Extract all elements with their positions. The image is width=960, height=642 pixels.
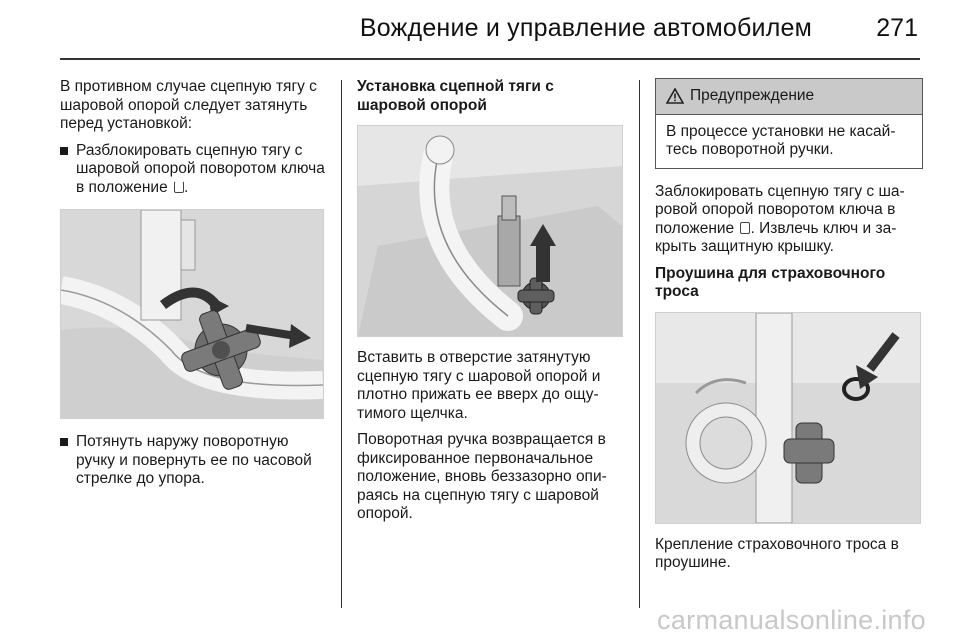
bullet-text: Разблокировать сцепную тягу с шаровой опорой поворотом ключа в положение — [76, 141, 325, 196]
warning-title: Предупреждение — [690, 87, 815, 104]
page-header-title: Вождение и управление автомобилем — [359, 14, 812, 42]
bullet-text: Потянуть наружу поворотную ручку и повернуть ее по часовой стрелке до упора. — [76, 433, 312, 487]
warning-header — [656, 79, 922, 115]
column-1 — [60, 78, 328, 497]
warning-text: В процессе установки не касай-тесь поворотной ручки. — [666, 122, 896, 158]
unlock-icon — [174, 181, 184, 193]
watermark: carmanualsonline.info — [657, 605, 926, 635]
bullet-item: Разблокировать сцепную тягу с шаровой опорой поворотом ключа в положение . — [60, 142, 328, 198]
column-2 — [357, 78, 625, 532]
warning-box — [655, 78, 923, 169]
paragraph: Поворотная ручка возвращается в фиксированное первоначальное положение, вновь беззазорно опи-раясь на сцепную тягу с шаровой опорой. — [357, 431, 607, 522]
illustration-safety-cable-eyelet — [655, 312, 921, 524]
illustration-knob-turn — [60, 209, 324, 419]
bullet-square-icon — [60, 438, 68, 446]
lock-icon — [740, 222, 750, 234]
section-heading: Установка сцепной тяги с шаровой опорой — [357, 78, 554, 114]
paragraph — [655, 183, 923, 257]
column-divider — [639, 80, 640, 608]
intro-paragraph: В противном случае сцепную тягу с шаровой опорой следует затянуть перед установкой: — [60, 78, 317, 132]
figure-caption: Крепление страховочного троса в проушине. — [655, 535, 899, 571]
illustration-tow-bar-insert — [357, 125, 623, 337]
paragraph-text: . Извлечь ключ и за-крыть защитную крышку. — [655, 219, 897, 255]
header-divider — [60, 58, 920, 60]
bullet-item — [60, 433, 328, 489]
column-3 — [655, 78, 923, 581]
page-number: 271 — [876, 14, 918, 42]
column-divider — [341, 80, 342, 608]
warning-triangle-icon — [666, 88, 684, 104]
section-heading: Проушина для страховочного троса — [655, 264, 886, 300]
paragraph-text: Заблокировать сцепную тягу с ша-ровой опорой поворотом ключа в положение — [655, 182, 905, 237]
bullet-square-icon — [60, 147, 68, 155]
paragraph: Вставить в отверстие затянутую сцепную тягу с шаровой опорой и плотно прижать ее вверх до ощу-тимого щелчка. — [357, 349, 601, 422]
